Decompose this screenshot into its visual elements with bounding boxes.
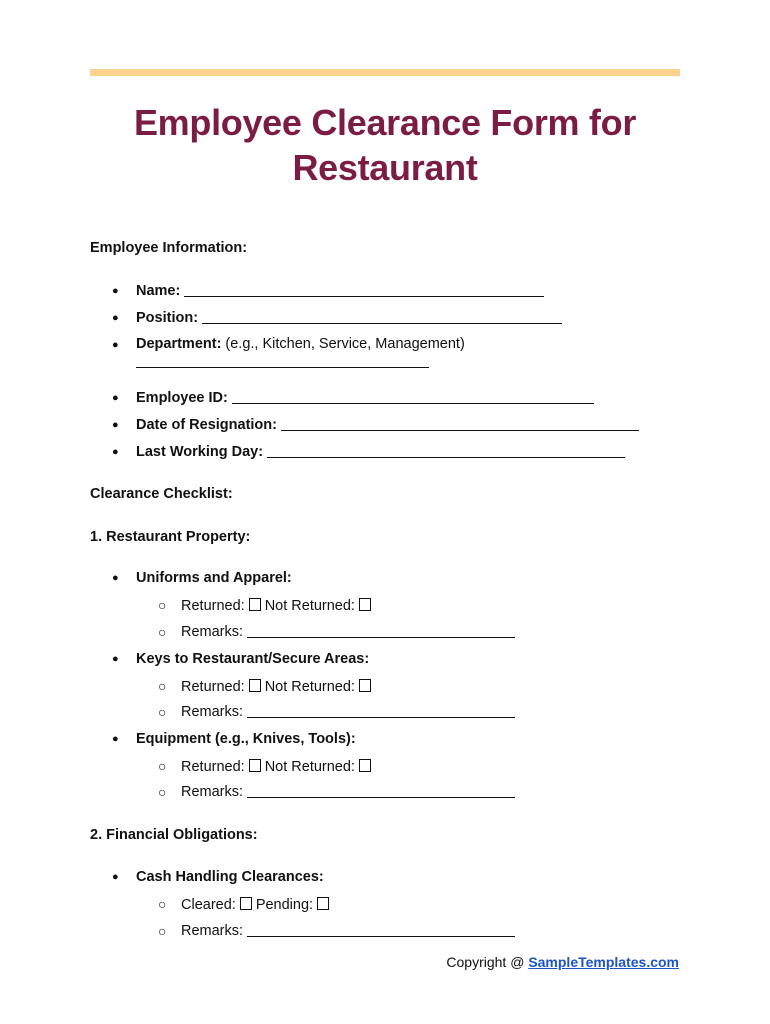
last-working-day-field-row <box>136 444 625 460</box>
remarks-input-line[interactable] <box>247 636 515 638</box>
not-returned-checkbox[interactable] <box>359 679 371 692</box>
returned-checkbox[interactable] <box>249 598 261 611</box>
checklist-item <box>136 731 356 747</box>
return-status-row <box>181 678 375 695</box>
item-label: Equipment (e.g., Knives, Tools): <box>136 731 356 747</box>
department-line-row <box>136 364 429 366</box>
name-input-line[interactable] <box>184 295 544 297</box>
position-label: Position: <box>136 310 199 326</box>
page-title: Employee Clearance Form for Restaurant <box>133 102 637 188</box>
remarks-row <box>181 624 515 640</box>
bullet-icon: ● <box>112 285 119 297</box>
cleared-label: Cleared: <box>181 897 236 913</box>
resignation-date-field-row <box>136 417 639 433</box>
checklist-item <box>136 651 369 667</box>
last-working-day-label: Last Working Day: <box>136 444 264 460</box>
circle-bullet-icon: ○ <box>158 704 167 720</box>
pending-label: Pending: <box>255 897 314 913</box>
employee-id-label: Employee ID: <box>136 390 228 406</box>
returned-checkbox[interactable] <box>249 679 261 692</box>
position-input-line[interactable] <box>202 322 562 324</box>
not-returned-checkbox[interactable] <box>359 598 371 611</box>
footer-copyright <box>446 954 679 970</box>
department-field-row <box>136 336 465 352</box>
last-working-day-input-line[interactable] <box>267 456 625 458</box>
cleared-checkbox[interactable] <box>240 897 252 910</box>
remarks-label: Remarks: <box>181 784 244 800</box>
circle-bullet-icon: ○ <box>158 784 167 800</box>
bullet-icon: ● <box>112 653 119 665</box>
bullet-icon: ● <box>112 419 119 431</box>
item-label: Keys to Restaurant/Secure Areas: <box>136 651 370 667</box>
remarks-input-line[interactable] <box>247 716 515 718</box>
bullet-icon: ● <box>112 312 119 324</box>
bullet-icon: ● <box>112 339 119 351</box>
remarks-label: Remarks: <box>181 624 244 640</box>
returned-label: Returned: <box>181 598 245 614</box>
remarks-label: Remarks: <box>181 923 244 939</box>
name-label: Name: <box>136 283 181 299</box>
return-status-row <box>181 597 375 614</box>
returned-label: Returned: <box>181 679 245 695</box>
not-returned-label: Not Returned: <box>264 598 355 614</box>
remarks-row <box>181 784 515 800</box>
name-field-row <box>136 283 544 299</box>
employee-id-input-line[interactable] <box>232 402 594 404</box>
not-returned-label: Not Returned: <box>264 679 355 695</box>
pending-checkbox[interactable] <box>317 897 329 910</box>
financial-obligations-heading: 2. Financial Obligations: <box>90 827 258 843</box>
remarks-input-line[interactable] <box>247 796 515 798</box>
not-returned-label: Not Returned: <box>264 759 355 775</box>
bullet-icon: ● <box>112 733 119 745</box>
circle-bullet-icon: ○ <box>158 896 167 912</box>
remarks-row <box>181 704 515 720</box>
bullet-icon: ● <box>112 446 119 458</box>
not-returned-checkbox[interactable] <box>359 759 371 772</box>
resignation-date-label: Date of Resignation: <box>136 417 277 433</box>
position-field-row <box>136 310 562 326</box>
circle-bullet-icon: ○ <box>158 597 167 613</box>
circle-bullet-icon: ○ <box>158 624 167 640</box>
remarks-label: Remarks: <box>181 704 244 720</box>
clearance-status-row <box>181 896 333 913</box>
bullet-icon: ● <box>112 871 119 883</box>
employee-id-field-row <box>136 390 594 406</box>
returned-checkbox[interactable] <box>249 759 261 772</box>
checklist-item <box>136 869 324 885</box>
bullet-icon: ● <box>112 572 119 584</box>
circle-bullet-icon: ○ <box>158 678 167 694</box>
item-label: Cash Handling Clearances: <box>136 869 324 885</box>
return-status-row <box>181 758 375 775</box>
remarks-row <box>181 923 515 939</box>
bullet-icon: ● <box>112 392 119 404</box>
item-label: Uniforms and Apparel: <box>136 570 292 586</box>
remarks-input-line[interactable] <box>247 935 515 937</box>
sampletemplates-link[interactable]: SampleTemplates.com <box>528 954 679 970</box>
circle-bullet-icon: ○ <box>158 758 167 774</box>
returned-label: Returned: <box>181 759 245 775</box>
circle-bullet-icon: ○ <box>158 923 167 939</box>
header-accent-bar <box>90 69 680 76</box>
department-label: Department: <box>136 336 222 352</box>
employee-info-heading: Employee Information: <box>90 240 248 256</box>
copyright-text: Copyright @ <box>446 954 525 970</box>
department-hint: (e.g., Kitchen, Service, Management) <box>225 336 465 352</box>
restaurant-property-heading: 1. Restaurant Property: <box>90 529 251 545</box>
resignation-date-input-line[interactable] <box>281 429 639 431</box>
department-input-line[interactable] <box>136 366 429 368</box>
checklist-item <box>136 570 292 586</box>
clearance-checklist-heading: Clearance Checklist: <box>90 486 233 502</box>
